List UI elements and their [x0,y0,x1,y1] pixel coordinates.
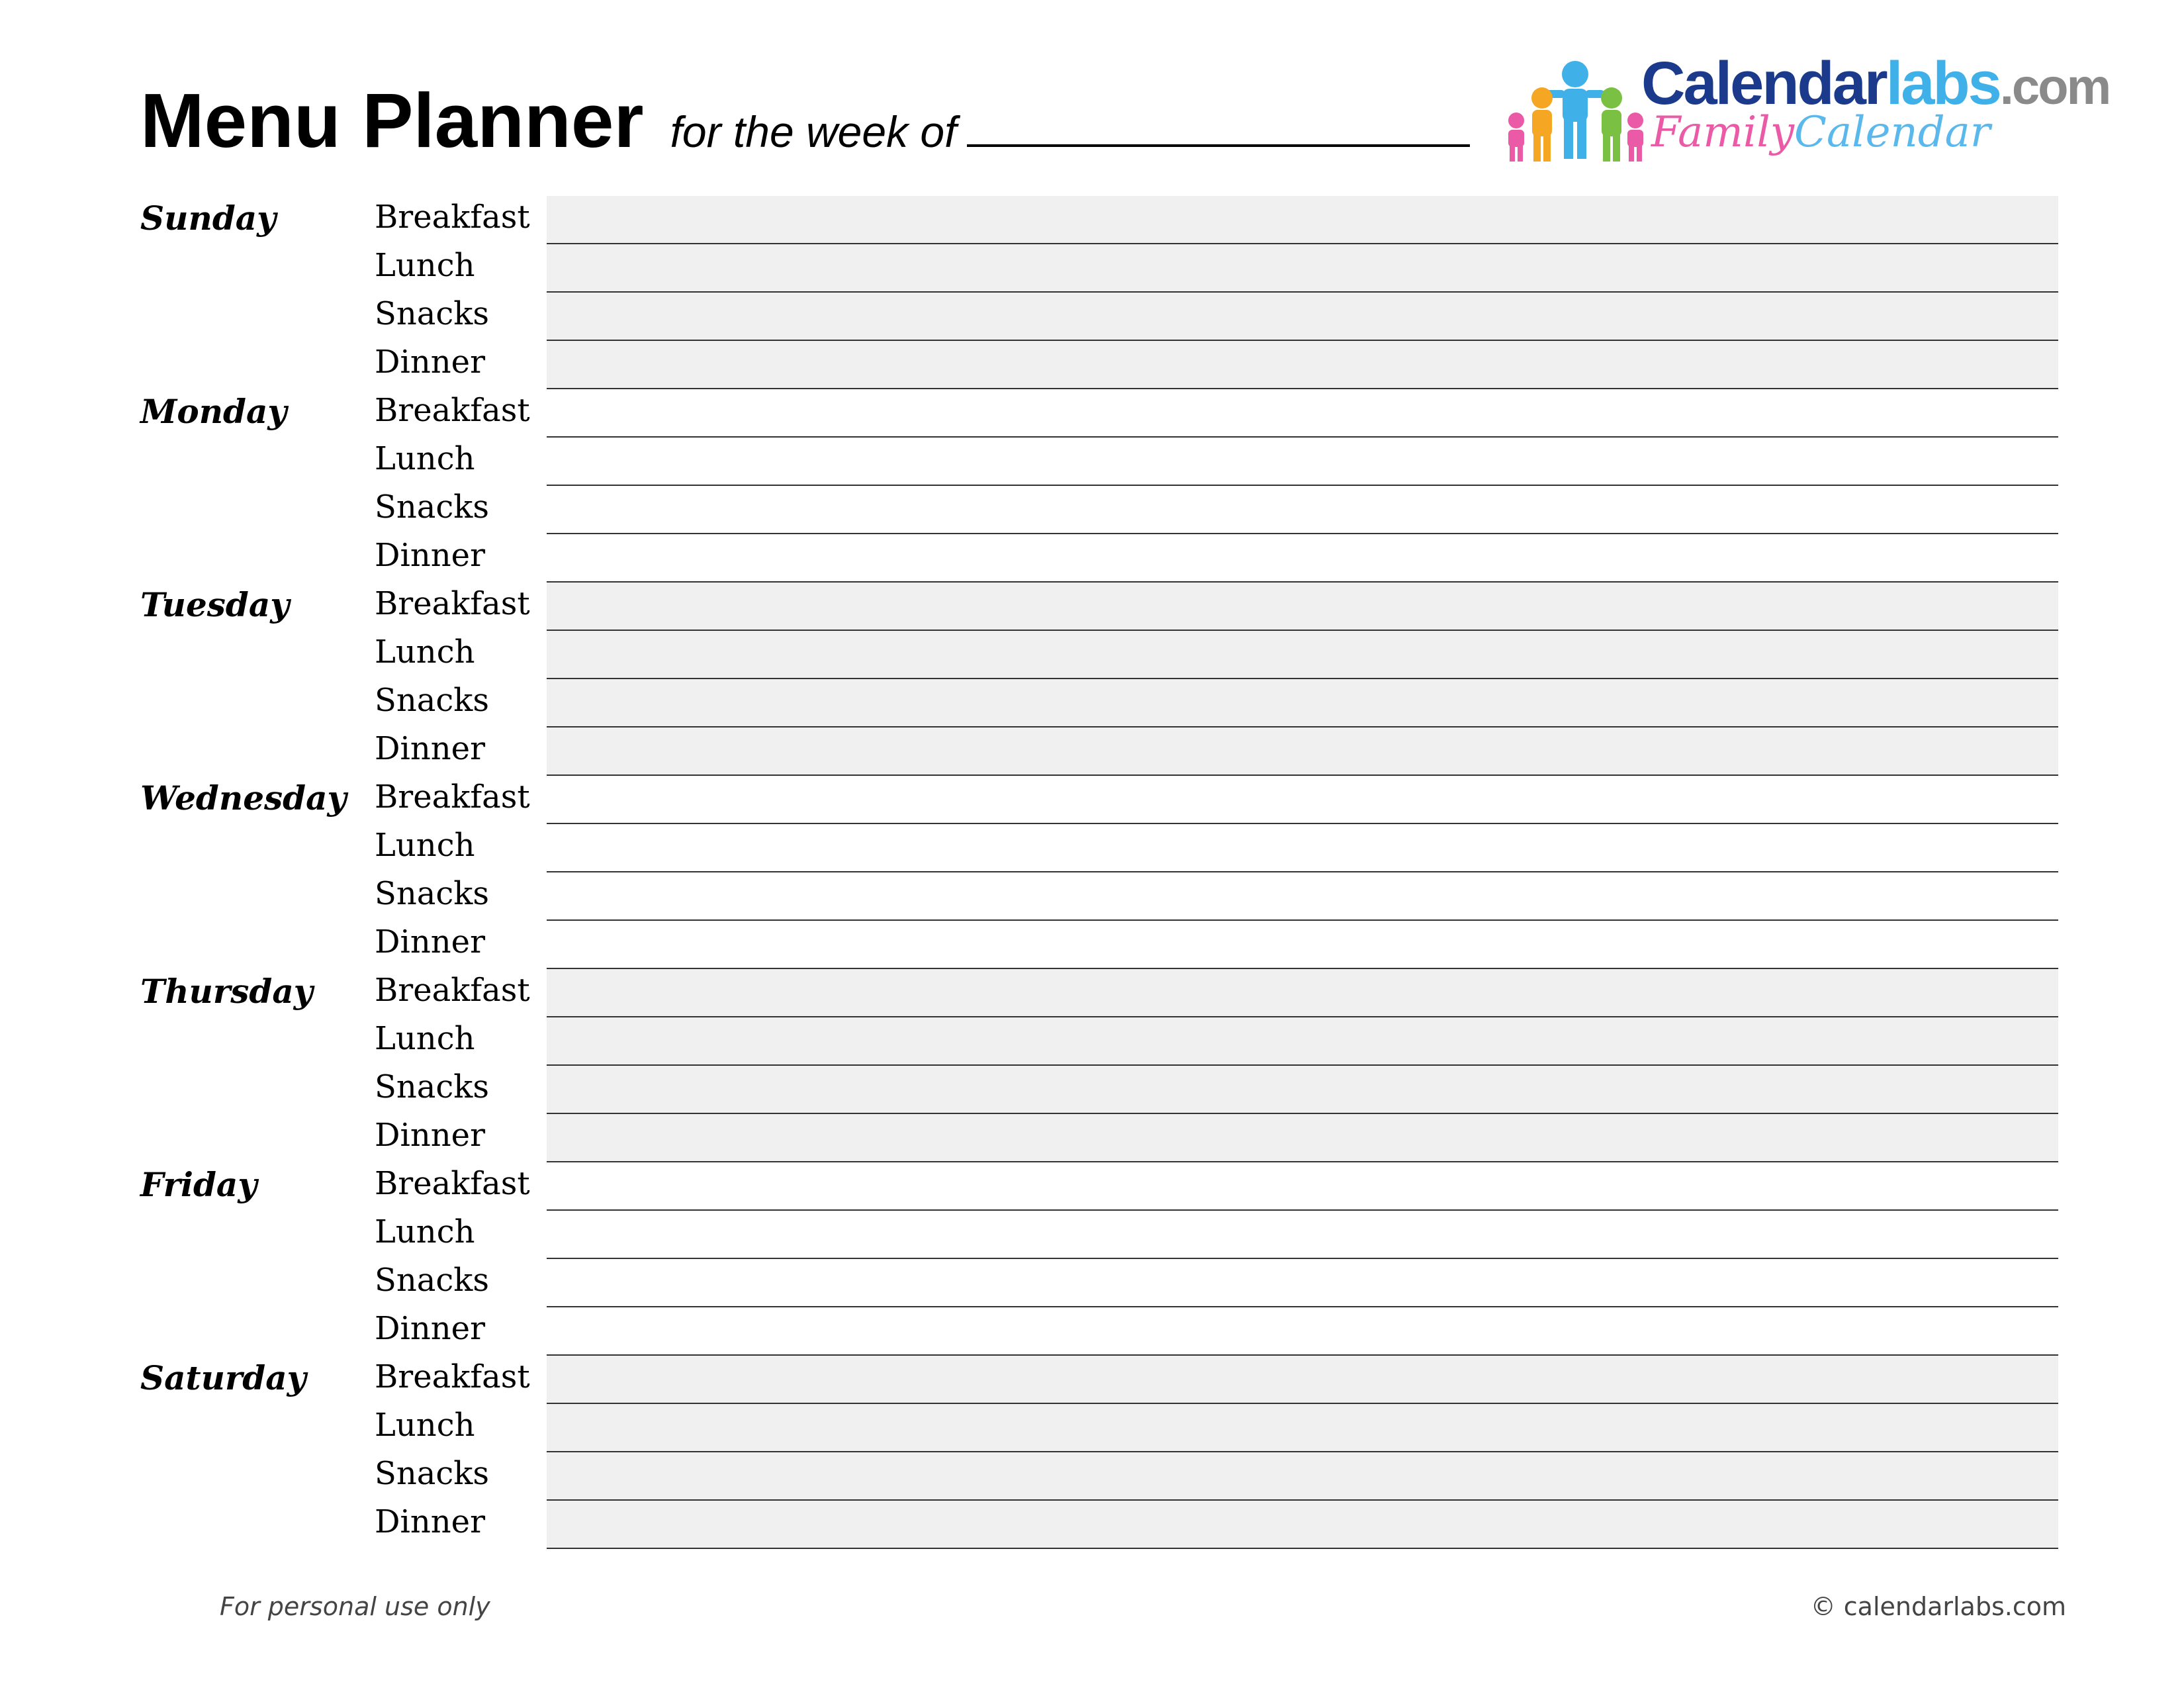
meal-label: Dinner [375,344,486,381]
meal-row [0,1259,2184,1307]
page-header [140,76,1470,169]
meal-label: Lunch [375,633,475,671]
meal-label: Snacks [375,1455,490,1492]
meal-label: Snacks [375,1068,490,1105]
meal-row [0,389,2184,438]
meal-entry-line[interactable] [547,1066,2058,1114]
meal-entry-line[interactable] [547,1501,2058,1549]
meal-entry-line[interactable] [547,1211,2058,1259]
meal-label: Breakfast [375,199,530,236]
footer-usage-note: For personal use only [220,1592,490,1621]
meal-entry-line[interactable] [547,1307,2058,1356]
week-of-blank-line[interactable] [967,144,1470,147]
meal-label: Snacks [375,875,490,912]
calendarlabs-logo [1506,50,2110,172]
meal-entry-line[interactable] [547,1259,2058,1307]
logo-wordmark [1641,50,2110,117]
meal-row [0,244,2184,293]
meal-entry-line[interactable] [547,1114,2058,1162]
meal-row [0,1114,2184,1162]
meal-row [0,1066,2184,1114]
meal-label: Dinner [375,1310,486,1347]
meal-entry-line[interactable] [547,583,2058,631]
meal-row [0,727,2184,776]
meal-label: Dinner [375,730,486,767]
meal-row [0,776,2184,824]
meal-entry-line[interactable] [547,631,2058,679]
meal-row [0,1307,2184,1356]
meal-row [0,1356,2184,1404]
meal-entry-line[interactable] [547,534,2058,583]
day-label: Saturday [140,1358,306,1397]
meal-row [0,1017,2184,1066]
meal-label: Breakfast [375,972,530,1009]
meal-entry-line[interactable] [547,196,2058,244]
meal-label: Dinner [375,1117,486,1154]
meal-row [0,1404,2184,1452]
meal-row [0,921,2184,969]
day-label: Friday [140,1165,257,1204]
meal-row [0,486,2184,534]
meal-row [0,872,2184,921]
meal-label: Lunch [375,827,475,864]
meal-entry-line[interactable] [547,293,2058,341]
meal-label: Breakfast [375,392,530,429]
logo-tagline [1651,108,1991,157]
meal-entry-line[interactable] [547,776,2058,824]
meal-row [0,341,2184,389]
meal-entry-line[interactable] [547,679,2058,727]
meal-label: Breakfast [375,585,530,622]
meal-label: Lunch [375,1020,475,1057]
logo-word-calendar2: Calendar [1794,108,1991,157]
meal-row [0,1162,2184,1211]
meal-entry-line[interactable] [547,1017,2058,1066]
meal-entry-line[interactable] [547,244,2058,293]
day-label: Tuesday [140,585,290,624]
page-title: Menu Planner [140,77,644,164]
day-label: Thursday [140,972,313,1011]
meal-entry-line[interactable] [547,341,2058,389]
meal-label: Breakfast [375,778,530,816]
meal-label: Snacks [375,489,490,526]
meal-entry-line[interactable] [547,438,2058,486]
meal-row [0,1211,2184,1259]
logo-word-com: .com [1999,59,2110,115]
meal-label: Snacks [375,682,490,719]
meal-label: Lunch [375,247,475,284]
day-label: Monday [140,392,287,431]
meal-entry-line[interactable] [547,824,2058,872]
meal-entry-line[interactable] [547,486,2058,534]
family-people-icon [1506,60,1645,172]
meal-entry-line[interactable] [547,727,2058,776]
meal-row [0,196,2184,244]
day-label: Wednesday [140,778,347,818]
footer-copyright: © calendarlabs.com [1810,1592,2066,1621]
meal-label: Dinner [375,923,486,961]
meal-label: Lunch [375,1213,475,1250]
meal-label: Snacks [375,1262,490,1299]
meal-label: Breakfast [375,1165,530,1202]
page-subtitle: for the week of [670,107,957,156]
meal-row [0,534,2184,583]
meal-label: Dinner [375,537,486,574]
meal-label: Dinner [375,1503,486,1540]
logo-word-calendar: Calendar [1641,50,1886,117]
meal-entry-line[interactable] [547,1404,2058,1452]
meal-row [0,1452,2184,1501]
meal-row [0,631,2184,679]
meal-entry-line[interactable] [547,389,2058,438]
logo-word-labs: labs [1886,50,2000,117]
meal-row [0,1501,2184,1549]
logo-word-family: Family [1651,108,1794,157]
meal-entry-line[interactable] [547,1162,2058,1211]
meal-entry-line[interactable] [547,1452,2058,1501]
meal-entry-line[interactable] [547,969,2058,1017]
meal-entry-line[interactable] [547,872,2058,921]
meal-row [0,679,2184,727]
meal-row [0,438,2184,486]
meal-row [0,969,2184,1017]
day-label: Sunday [140,199,277,238]
meal-label: Lunch [375,1407,475,1444]
meal-row [0,824,2184,872]
meal-label: Breakfast [375,1358,530,1395]
meal-label: Snacks [375,295,490,332]
meal-row [0,583,2184,631]
meal-label: Lunch [375,440,475,477]
meal-entry-line[interactable] [547,1356,2058,1404]
meal-row [0,293,2184,341]
meal-entry-line[interactable] [547,921,2058,969]
